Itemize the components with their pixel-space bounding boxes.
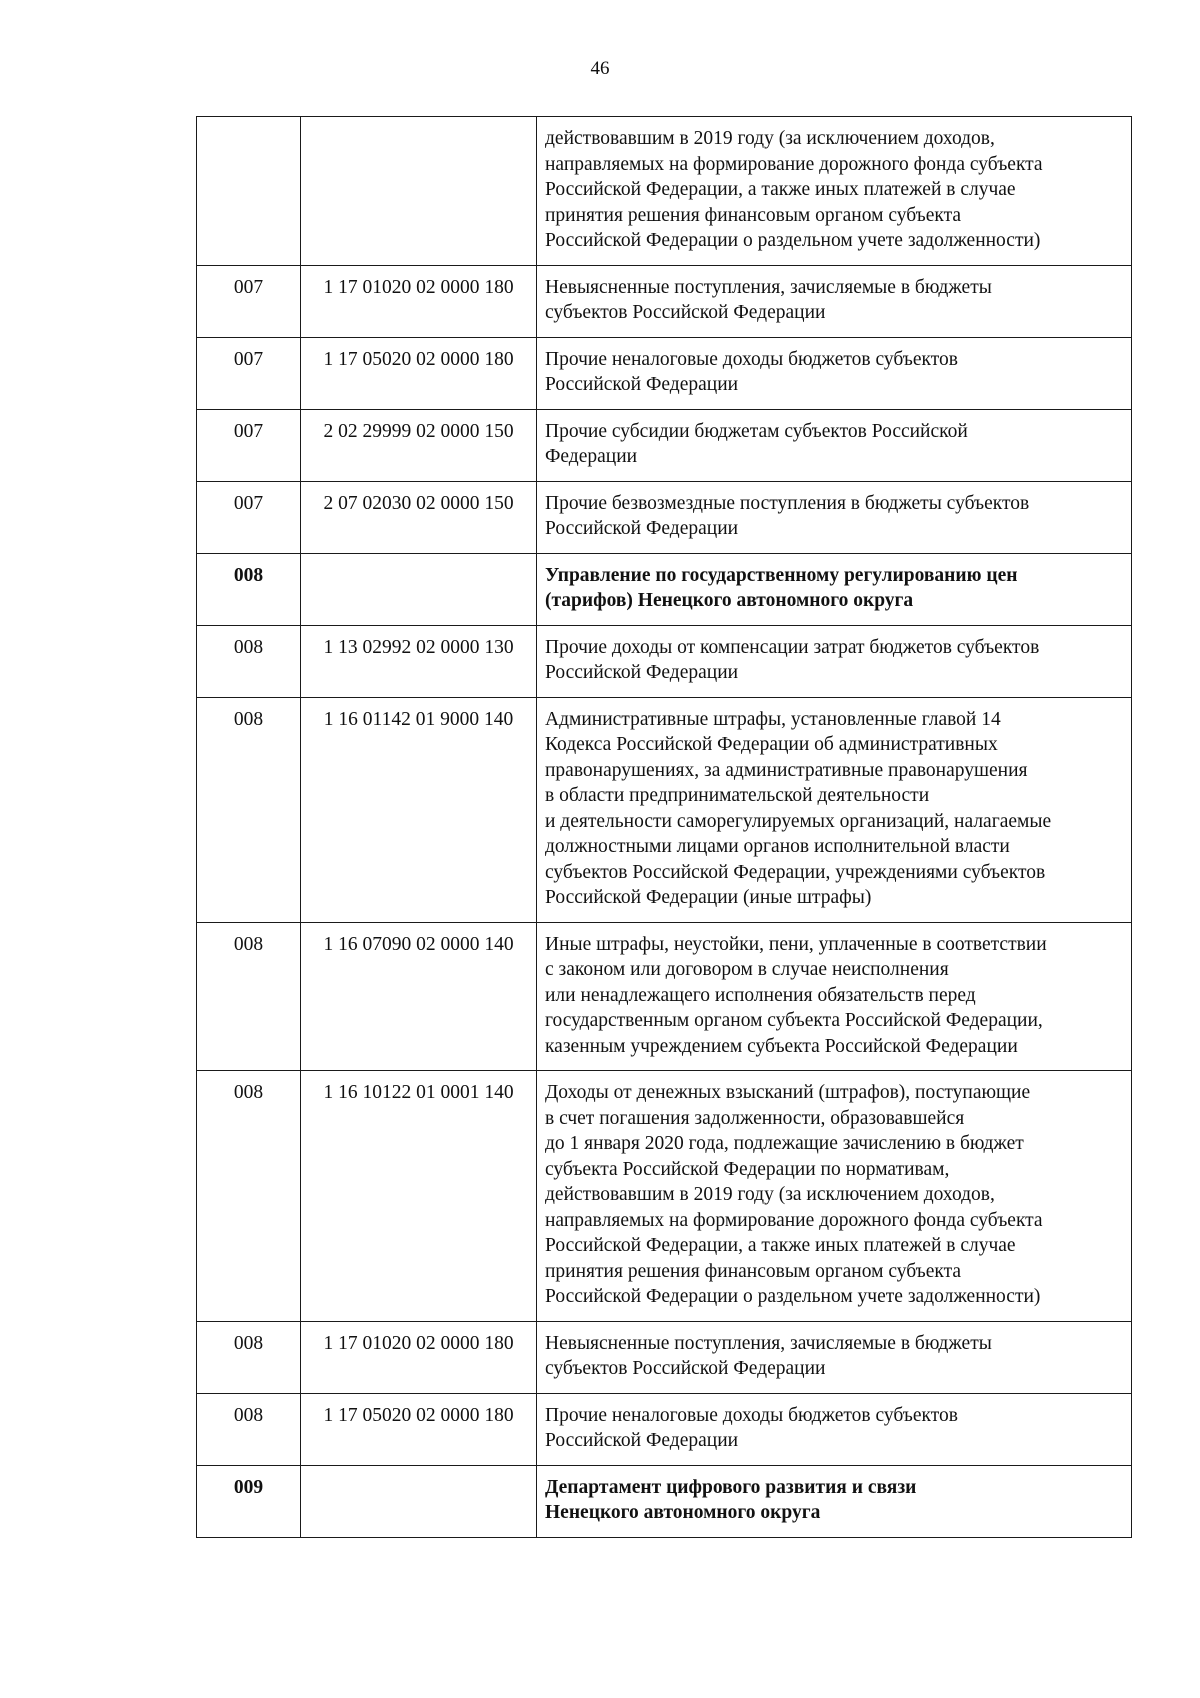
budget-classification-code-cell: 1 17 05020 02 0000 180 xyxy=(301,337,537,409)
revenue-name-line: Российской Федерации xyxy=(545,374,739,395)
revenue-name-cell xyxy=(537,553,1132,625)
administrator-code-cell: 007 xyxy=(197,265,301,337)
revenue-name-line: субъектов Российской Федерации xyxy=(545,1358,826,1379)
budget-classification-code-cell: 1 16 07090 02 0000 140 xyxy=(301,922,537,1071)
revenue-name-line: Российской Федерации о раздельном учете задолженности) xyxy=(545,1286,1041,1307)
budget-classification-code-cell: 1 17 05020 02 0000 180 xyxy=(301,1393,537,1465)
table-row xyxy=(197,1321,1132,1393)
revenue-name-cell xyxy=(537,117,1132,266)
revenue-name-line: Прочие неналоговые доходы бюджетов субъектов xyxy=(545,1404,958,1426)
revenue-name-cell xyxy=(537,409,1132,481)
revenue-name-line: с законом или договором в случае неисполнения xyxy=(545,959,949,980)
revenue-name-line: Департамент цифрового развития и связи xyxy=(545,1476,917,1498)
section-heading-row xyxy=(197,1465,1132,1537)
revenue-name-cell xyxy=(537,625,1132,697)
budget-codes-table xyxy=(196,116,1132,1538)
revenue-name-line: субъектов Российской Федерации, учреждениями субъектов xyxy=(545,861,1046,883)
administrator-code-cell: 008 xyxy=(197,553,301,625)
revenue-name-line: в счет погашения задолженности, образовавшейся xyxy=(545,1107,965,1129)
budget-classification-code-cell: 2 07 02030 02 0000 150 xyxy=(301,481,537,553)
revenue-name-line: Прочие доходы от компенсации затрат бюджетов субъектов xyxy=(545,636,1040,658)
revenue-name-line: Управление по государственному регулированию цен xyxy=(545,564,1018,586)
revenue-name-line: (тарифов) Ненецкого автономного округа xyxy=(545,590,914,611)
revenue-name-line: принятия решения финансовым органом субъекта xyxy=(545,1260,962,1282)
administrator-code-cell: 007 xyxy=(197,481,301,553)
revenue-name-cell xyxy=(537,265,1132,337)
budget-classification-code-cell: 1 13 02992 02 0000 130 xyxy=(301,625,537,697)
revenue-name-line: Административные штрафы, установленные главой 14 xyxy=(545,708,1001,730)
administrator-code-cell: 007 xyxy=(197,409,301,481)
table-row xyxy=(197,117,1132,266)
revenue-name-cell xyxy=(537,1071,1132,1322)
revenue-name-line: Невыясненные поступления, зачисляемые в бюджеты xyxy=(545,1332,992,1354)
table-row xyxy=(197,409,1132,481)
revenue-name-line: правонарушениях, за административные правонарушения xyxy=(545,759,1028,781)
budget-classification-code-cell xyxy=(301,1465,537,1537)
administrator-code-cell: 008 xyxy=(197,697,301,922)
revenue-name-line: Российской Федерации (иные штрафы) xyxy=(545,887,872,908)
revenue-name-line: субъектов Российской Федерации xyxy=(545,302,826,323)
budget-classification-code-cell: 1 17 01020 02 0000 180 xyxy=(301,1321,537,1393)
revenue-name-line: Российской Федерации xyxy=(545,1430,739,1451)
table-row xyxy=(197,265,1132,337)
revenue-name-line: и деятельности саморегулируемых организаций, налагаемые xyxy=(545,810,1052,832)
section-heading-row xyxy=(197,553,1132,625)
table-row xyxy=(197,625,1132,697)
page-number: 46 xyxy=(590,58,610,79)
table-body xyxy=(197,117,1132,1538)
table-row xyxy=(197,1393,1132,1465)
table-row xyxy=(197,922,1132,1071)
revenue-name-line: Иные штрафы, неустойки, пени, уплаченные в соответствии xyxy=(545,933,1047,955)
revenue-name-line: Федерации xyxy=(545,446,638,467)
revenue-name-line: Российской Федерации xyxy=(545,518,739,539)
revenue-name-cell xyxy=(537,1321,1132,1393)
revenue-name-cell xyxy=(537,922,1132,1071)
table-row xyxy=(197,1071,1132,1322)
revenue-name-line: Российской Федерации, а также иных платежей в случае xyxy=(545,179,1016,200)
revenue-name-line: Российской Федерации xyxy=(545,662,739,683)
revenue-name-line: Доходы от денежных взысканий (штрафов), поступающие xyxy=(545,1082,1031,1103)
revenue-name-line: Ненецкого автономного округа xyxy=(545,1502,821,1523)
administrator-code-cell: 008 xyxy=(197,625,301,697)
revenue-name-cell xyxy=(537,697,1132,922)
table-row xyxy=(197,697,1132,922)
revenue-name-cell xyxy=(537,481,1132,553)
table-row xyxy=(197,481,1132,553)
revenue-name-line: Кодекса Российской Федерации об административных xyxy=(545,734,998,755)
revenue-name-line: направляемых на формирование дорожного фонда субъекта xyxy=(545,153,1043,175)
revenue-name-line: Российской Федерации о раздельном учете задолженности) xyxy=(545,230,1041,251)
administrator-code-cell: 009 xyxy=(197,1465,301,1537)
revenue-name-line: Невыясненные поступления, зачисляемые в бюджеты xyxy=(545,276,992,298)
revenue-name-line: действовавшим в 2019 году (за исключением доходов, xyxy=(545,128,995,149)
revenue-name-line: действовавшим в 2019 году (за исключением доходов, xyxy=(545,1184,995,1205)
administrator-code-cell: 008 xyxy=(197,1321,301,1393)
administrator-code-cell: 008 xyxy=(197,1071,301,1322)
administrator-code-cell: 008 xyxy=(197,922,301,1071)
revenue-name-line: должностными лицами органов исполнительной власти xyxy=(545,836,1010,857)
administrator-code-cell xyxy=(197,117,301,266)
revenue-name-cell xyxy=(537,1465,1132,1537)
revenue-name-line: в области предпринимательской деятельности xyxy=(545,785,930,806)
revenue-name-line: Прочие субсидии бюджетам субъектов Российской xyxy=(545,420,968,442)
budget-classification-code-cell xyxy=(301,117,537,266)
revenue-name-line: казенным учреждением субъекта Российской Федерации xyxy=(545,1035,1018,1057)
revenue-name-line: Прочие безвозмездные поступления в бюджеты субъектов xyxy=(545,492,1030,514)
revenue-name-line: направляемых на формирование дорожного фонда субъекта xyxy=(545,1209,1043,1231)
revenue-name-cell xyxy=(537,1393,1132,1465)
revenue-name-line: государственным органом субъекта Российской Федерации, xyxy=(545,1010,1043,1031)
administrator-code-cell: 007 xyxy=(197,337,301,409)
budget-classification-code-cell: 1 17 01020 02 0000 180 xyxy=(301,265,537,337)
budget-classification-code-cell xyxy=(301,553,537,625)
revenue-name-line: или ненадлежащего исполнения обязательств перед xyxy=(545,984,976,1006)
revenue-name-line: субъекта Российской Федерации по нормативам, xyxy=(545,1158,950,1180)
administrator-code-cell: 008 xyxy=(197,1393,301,1465)
revenue-name-line: до 1 января 2020 года, подлежащие зачислению в бюджет xyxy=(545,1133,1024,1154)
revenue-name-line: принятия решения финансовым органом субъекта xyxy=(545,204,962,226)
budget-classification-code-cell: 2 02 29999 02 0000 150 xyxy=(301,409,537,481)
revenue-name-line: Российской Федерации, а также иных платежей в случае xyxy=(545,1235,1016,1256)
revenue-name-cell xyxy=(537,337,1132,409)
budget-classification-code-cell: 1 16 10122 01 0001 140 xyxy=(301,1071,537,1322)
revenue-name-line: Прочие неналоговые доходы бюджетов субъектов xyxy=(545,348,958,370)
table-row xyxy=(197,337,1132,409)
budget-classification-code-cell: 1 16 01142 01 9000 140 xyxy=(301,697,537,922)
